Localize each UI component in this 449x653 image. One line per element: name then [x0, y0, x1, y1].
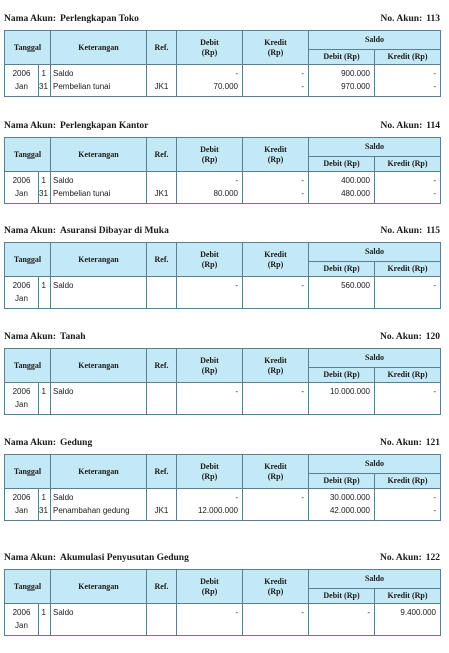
header-tanggal: Tanggal: [5, 349, 51, 383]
header-debit: Debit (Rp): [177, 243, 243, 277]
account-name-label: Nama Akun:: [4, 438, 56, 448]
account-header: [4, 551, 440, 565]
header-saldo-debit: Debit (Rp): [309, 589, 375, 604]
cell-saldo-kredit: -: [375, 277, 441, 309]
header-saldo-debit: Debit (Rp): [309, 50, 375, 65]
cell-debit: -: [177, 604, 243, 636]
header-tanggal: Tanggal: [5, 31, 51, 65]
header-saldo-debit: Debit (Rp): [309, 474, 375, 489]
account-number: 121: [425, 438, 440, 448]
cell-day: 1 31: [39, 489, 51, 521]
cell-saldo-debit: 400.000 480.000: [309, 172, 375, 204]
cell-debit: -: [177, 383, 243, 415]
header-saldo: Saldo: [309, 570, 441, 589]
account-name: Perlengkapan Toko: [60, 14, 139, 24]
header-kredit: Kredit (Rp): [243, 349, 309, 383]
header-saldo-kredit: Kredit (Rp): [375, 50, 441, 65]
header-keterangan: Keterangan: [51, 570, 147, 604]
cell-saldo-kredit: - -: [375, 489, 441, 521]
cell-kredit: - -: [243, 65, 309, 97]
header-ref: Ref.: [147, 138, 177, 172]
cell-ref: [147, 277, 177, 309]
cell-ref: JK1: [147, 489, 177, 521]
account-header: [4, 436, 440, 450]
header-saldo-debit: Debit (Rp): [309, 368, 375, 383]
cell-debit: -: [177, 277, 243, 309]
account-number: 122: [425, 553, 440, 563]
account-number-label: No. Akun:: [380, 438, 422, 448]
header-saldo-kredit: Kredit (Rp): [375, 368, 441, 383]
cell-year-month: 2006 Jan: [5, 172, 39, 204]
header-ref: Ref.: [147, 455, 177, 489]
cell-keterangan: Saldo: [51, 383, 147, 415]
ledger-akumulasi-penyusutan-gedung: [4, 551, 440, 636]
account-name-label: Nama Akun:: [4, 553, 56, 563]
account-header: [4, 12, 440, 26]
account-header: [4, 119, 440, 133]
cell-saldo-debit: 900.000 970.000: [309, 65, 375, 97]
account-number-label: No. Akun:: [380, 553, 422, 563]
cell-keterangan: Saldo Pembelian tunai: [51, 65, 147, 97]
cell-debit: - 80.000: [177, 172, 243, 204]
ledger-table: [4, 242, 441, 309]
account-header: [4, 224, 440, 238]
table-row: [5, 65, 441, 97]
ledger-table: [4, 454, 441, 521]
header-saldo-kredit: Kredit (Rp): [375, 474, 441, 489]
table-row: [5, 383, 441, 415]
account-header: [4, 330, 440, 344]
account-name-label: Nama Akun:: [4, 332, 56, 342]
account-name: Akumulasi Penyusutan Gedung: [60, 553, 189, 563]
header-tanggal: Tanggal: [5, 455, 51, 489]
cell-day: 1: [39, 604, 51, 636]
ledger-perlengkapan-toko: [4, 12, 440, 97]
account-number: 114: [426, 121, 440, 131]
header-debit: Debit (Rp): [177, 138, 243, 172]
account-number: 115: [426, 226, 440, 236]
cell-kredit: - -: [243, 172, 309, 204]
account-name: Asuransi Dibayar di Muka: [60, 226, 169, 236]
ledger-tanah: [4, 330, 440, 415]
account-number-label: No. Akun:: [380, 332, 422, 342]
account-number-label: No. Akun:: [380, 14, 423, 24]
cell-keterangan: Saldo: [51, 604, 147, 636]
table-row: [5, 172, 441, 204]
account-number: 113: [426, 14, 440, 24]
ledger-table: [4, 348, 441, 415]
table-row: [5, 277, 441, 309]
header-debit: Debit (Rp): [177, 31, 243, 65]
ledger-table: [4, 569, 441, 636]
ledger-gedung: [4, 436, 440, 521]
header-kredit: Kredit (Rp): [243, 138, 309, 172]
cell-saldo-debit: 560.000: [309, 277, 375, 309]
header-saldo-kredit: Kredit (Rp): [375, 589, 441, 604]
header-keterangan: Keterangan: [51, 243, 147, 277]
ledger-table: [4, 30, 441, 97]
account-name: Perlengkapan Kantor: [60, 121, 149, 131]
header-saldo: Saldo: [309, 243, 441, 262]
header-ref: Ref.: [147, 243, 177, 277]
cell-ref: JK1: [147, 65, 177, 97]
cell-saldo-kredit: - -: [375, 65, 441, 97]
table-row: [5, 604, 441, 636]
account-name-label: Nama Akun:: [4, 226, 56, 236]
cell-kredit: -: [243, 604, 309, 636]
cell-ref: JK1: [147, 172, 177, 204]
header-debit: Debit (Rp): [177, 349, 243, 383]
header-saldo: Saldo: [309, 138, 441, 157]
cell-day: 1: [39, 383, 51, 415]
cell-ref: [147, 383, 177, 415]
cell-kredit: -: [243, 277, 309, 309]
cell-saldo-debit: -: [309, 604, 375, 636]
header-kredit: Kredit (Rp): [243, 570, 309, 604]
header-keterangan: Keterangan: [51, 31, 147, 65]
cell-keterangan: Saldo Penambahan gedung: [51, 489, 147, 521]
cell-day: 1: [39, 277, 51, 309]
cell-debit: - 70.000: [177, 65, 243, 97]
header-saldo-kredit: Kredit (Rp): [375, 262, 441, 277]
cell-saldo-debit: 30.000.000 42.000.000: [309, 489, 375, 521]
account-name: Gedung: [60, 438, 93, 448]
cell-saldo-debit: 10.000.000: [309, 383, 375, 415]
cell-year-month: 2006 Jan: [5, 277, 39, 309]
account-name-label: Nama Akun:: [4, 14, 56, 24]
account-name-label: Nama Akun:: [4, 121, 56, 131]
account-number-label: No. Akun:: [380, 121, 423, 131]
header-ref: Ref.: [147, 31, 177, 65]
cell-debit: - 12.000.000: [177, 489, 243, 521]
header-saldo: Saldo: [309, 455, 441, 474]
header-kredit: Kredit (Rp): [243, 31, 309, 65]
cell-saldo-kredit: - -: [375, 172, 441, 204]
header-tanggal: Tanggal: [5, 570, 51, 604]
header-kredit: Kredit (Rp): [243, 455, 309, 489]
header-tanggal: Tanggal: [5, 243, 51, 277]
cell-year-month: 2006 Jan: [5, 604, 39, 636]
header-keterangan: Keterangan: [51, 138, 147, 172]
header-debit: Debit (Rp): [177, 570, 243, 604]
cell-year-month: 2006 Jan: [5, 65, 39, 97]
ledger-asuransi-dibayar-di-muka: [4, 224, 440, 309]
cell-year-month: 2006 Jan: [5, 489, 39, 521]
header-keterangan: Keterangan: [51, 455, 147, 489]
account-number-label: No. Akun:: [380, 226, 423, 236]
header-saldo-debit: Debit (Rp): [309, 157, 375, 172]
header-saldo-kredit: Kredit (Rp): [375, 157, 441, 172]
cell-year-month: 2006 Jan: [5, 383, 39, 415]
cell-day: 1 31: [39, 172, 51, 204]
cell-kredit: -: [243, 489, 309, 521]
table-row: [5, 489, 441, 521]
header-tanggal: Tanggal: [5, 138, 51, 172]
cell-keterangan: Saldo Pembelian tunai: [51, 172, 147, 204]
header-kredit: Kredit (Rp): [243, 243, 309, 277]
cell-saldo-kredit: 9.400.000: [375, 604, 441, 636]
header-ref: Ref.: [147, 349, 177, 383]
cell-ref: [147, 604, 177, 636]
cell-keterangan: Saldo: [51, 277, 147, 309]
header-saldo: Saldo: [309, 31, 441, 50]
ledger-perlengkapan-kantor: [4, 119, 440, 204]
cell-saldo-kredit: -: [375, 383, 441, 415]
header-saldo: Saldo: [309, 349, 441, 368]
header-debit: Debit (Rp): [177, 455, 243, 489]
cell-kredit: -: [243, 383, 309, 415]
header-ref: Ref.: [147, 570, 177, 604]
cell-day: 1 31: [39, 65, 51, 97]
ledger-table: [4, 137, 441, 204]
header-saldo-debit: Debit (Rp): [309, 262, 375, 277]
account-name: Tanah: [60, 332, 86, 342]
header-keterangan: Keterangan: [51, 349, 147, 383]
account-number: 120: [425, 332, 440, 342]
